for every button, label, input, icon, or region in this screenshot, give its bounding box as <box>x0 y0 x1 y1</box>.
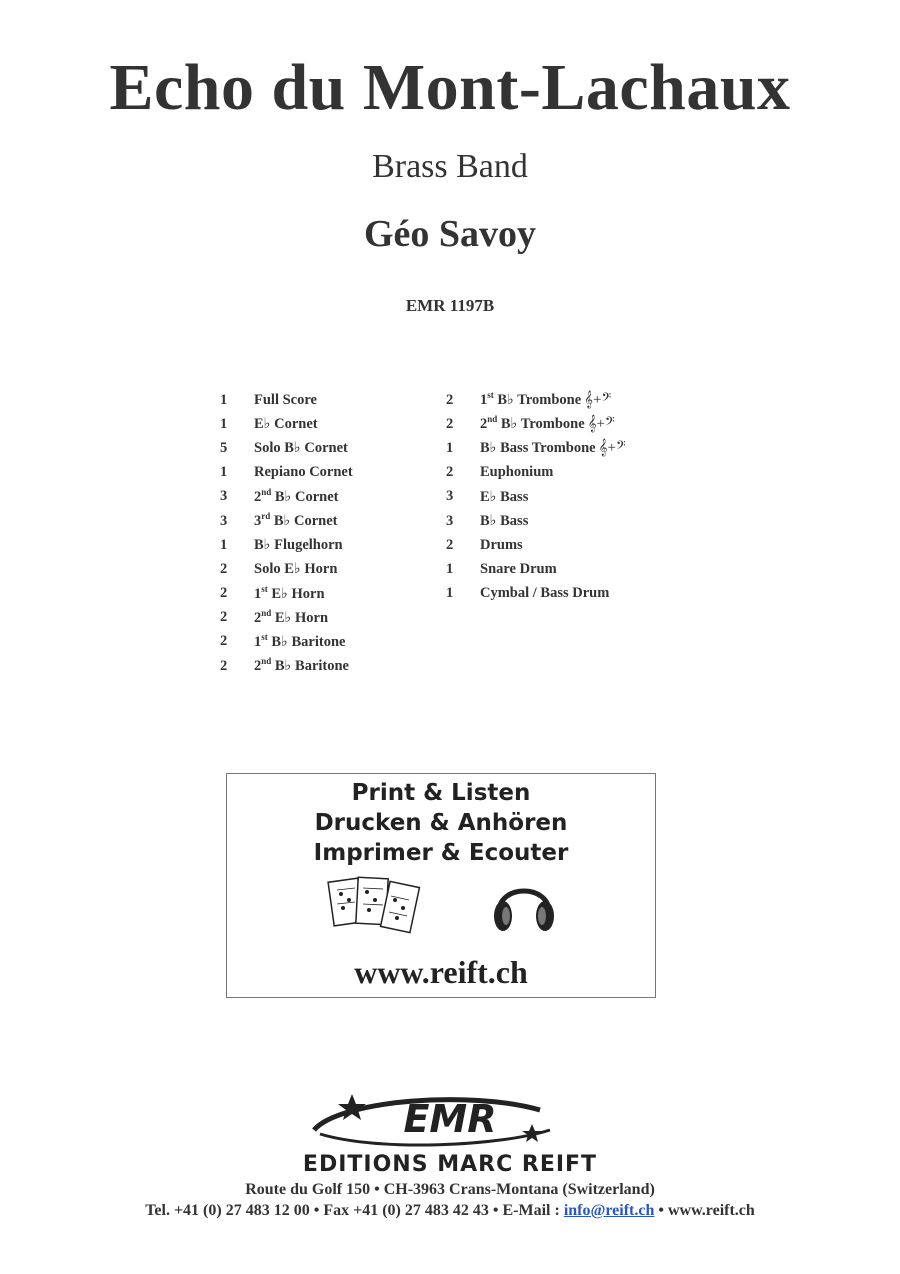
part-quantity: 2 <box>220 609 228 626</box>
part-row <box>446 582 626 606</box>
part-name <box>254 464 353 481</box>
part-ordinal: 2 <box>254 658 262 675</box>
part-instrument: B♭ Trombone <box>497 416 585 433</box>
part-instrument: E♭ Horn <box>271 609 329 626</box>
sheet-music-icon <box>327 874 422 936</box>
part-ordinal-suffix: nd <box>261 656 272 667</box>
treble-bass-clef-icon: 𝄞+𝄢 <box>598 440 626 457</box>
part-name <box>480 391 581 409</box>
parts-list-left <box>220 388 353 678</box>
email-label: E-Mail : <box>502 1202 560 1219</box>
part-row <box>446 412 626 436</box>
headphones-icon <box>489 874 559 936</box>
part-row <box>446 557 626 581</box>
part-name <box>480 585 609 602</box>
logo-text: EMR <box>403 1097 497 1141</box>
publisher-name: EDITIONS MARC REIFT <box>302 1152 598 1177</box>
part-ordinal: 1 <box>254 585 262 602</box>
part-quantity: 5 <box>220 439 228 456</box>
part-row <box>220 485 353 509</box>
part-quantity: 2 <box>220 585 228 602</box>
page-title: Echo du Mont-Lachaux <box>109 51 791 124</box>
part-row <box>446 509 626 533</box>
promo-line-french: Imprimer & Ecouter <box>313 840 569 866</box>
treble-bass-clef-icon: 𝄞+𝄢 <box>587 416 615 433</box>
publisher-address: Route du Golf 150 • CH-3963 Crans-Montana (Switzerland) <box>245 1181 655 1198</box>
part-row <box>220 582 353 606</box>
part-name <box>480 561 557 578</box>
part-quantity: 1 <box>220 536 228 553</box>
part-ordinal: 2 <box>254 488 262 505</box>
part-quantity: 2 <box>446 464 454 481</box>
part-name <box>254 415 318 433</box>
part-quantity: 1 <box>446 439 454 456</box>
parts-list-right <box>446 388 626 606</box>
part-name <box>254 585 325 603</box>
publisher-contact: Tel. +41 (0) 27 483 12 00 • Fax +41 (0) 27 483 42 43 • E-Mail : info@reift.ch • www.reift.ch <box>145 1202 755 1219</box>
part-quantity: 1 <box>446 585 454 602</box>
part-quantity: 2 <box>446 415 454 432</box>
part-name <box>480 439 596 457</box>
part-ordinal-suffix: nd <box>261 607 272 618</box>
part-name <box>254 488 339 506</box>
part-instrument: B♭ Cornet <box>270 513 338 530</box>
part-instrument: B♭ Baritone <box>267 633 346 650</box>
part-ordinal-suffix: nd <box>487 414 498 425</box>
website-link[interactable]: www.reift.ch <box>668 1202 755 1219</box>
part-row <box>446 388 626 412</box>
part-quantity: 2 <box>446 536 454 553</box>
part-name <box>480 464 553 481</box>
email-link[interactable]: info@reift.ch <box>563 1202 655 1219</box>
part-row <box>220 557 353 581</box>
part-name <box>480 415 585 433</box>
part-instrument: Repiano Cornet <box>254 464 353 481</box>
part-name <box>254 609 328 627</box>
part-name <box>254 512 338 530</box>
part-row <box>446 533 626 557</box>
part-name <box>254 439 348 457</box>
part-row <box>446 436 626 460</box>
part-row <box>446 485 626 509</box>
part-row <box>220 412 353 436</box>
part-instrument: B♭ Flugelhorn <box>254 537 343 554</box>
phone-number: Tel. +41 (0) 27 483 12 00 <box>145 1202 310 1219</box>
part-instrument: Full Score <box>254 391 317 408</box>
part-quantity: 3 <box>220 512 228 529</box>
part-instrument: Cymbal / Bass Drum <box>480 585 610 602</box>
part-instrument: Solo E♭ Horn <box>254 561 338 578</box>
part-name <box>254 633 345 651</box>
part-instrument: B♭ Cornet <box>271 488 339 505</box>
part-row <box>220 461 353 485</box>
part-instrument: B♭ Baritone <box>271 658 349 675</box>
part-instrument: B♭ Trombone <box>493 392 582 409</box>
part-quantity: 1 <box>220 391 228 408</box>
fax-number: Fax +41 (0) 27 483 42 43 <box>323 1202 489 1219</box>
ensemble-subtitle: Brass Band <box>372 148 528 185</box>
part-name <box>480 488 528 506</box>
part-instrument: Snare Drum <box>480 560 557 577</box>
catalog-number: EMR 1197B <box>405 296 495 315</box>
part-name <box>254 657 349 675</box>
part-name <box>480 512 528 530</box>
part-quantity: 3 <box>446 488 454 505</box>
part-quantity: 2 <box>220 633 228 650</box>
part-ordinal: 1 <box>480 392 488 409</box>
part-name <box>254 536 343 554</box>
part-instrument: E♭ Bass <box>480 488 529 505</box>
part-instrument: B♭ Bass Trombone <box>480 440 596 457</box>
part-row <box>220 436 353 460</box>
promo-line-english: Print & Listen <box>351 780 531 806</box>
part-ordinal: 2 <box>480 416 488 433</box>
part-row <box>220 388 353 412</box>
part-ordinal: 3 <box>254 513 262 530</box>
part-ordinal: 2 <box>254 609 262 626</box>
part-row <box>220 630 353 654</box>
part-instrument: E♭ Cornet <box>254 416 318 433</box>
part-instrument: Solo B♭ Cornet <box>254 440 348 457</box>
composer-name: Géo Savoy <box>363 213 537 255</box>
part-quantity: 1 <box>220 415 228 432</box>
part-row <box>220 606 353 630</box>
part-instrument: Euphonium <box>480 464 554 481</box>
part-ordinal: 1 <box>254 633 262 650</box>
part-row <box>220 509 353 533</box>
part-row <box>220 533 353 557</box>
part-instrument: Drums <box>480 536 523 553</box>
part-name <box>480 537 523 554</box>
part-instrument: B♭ Bass <box>480 513 529 530</box>
part-row <box>220 654 353 678</box>
part-quantity: 3 <box>220 488 228 505</box>
print-listen-box <box>226 773 656 998</box>
part-instrument: E♭ Horn <box>267 585 325 602</box>
part-ordinal-suffix: st <box>261 583 268 594</box>
part-quantity: 2 <box>220 657 228 674</box>
part-ordinal-suffix: nd <box>261 487 272 498</box>
part-name <box>254 392 317 409</box>
part-quantity: 3 <box>446 512 454 529</box>
part-quantity: 2 <box>446 391 454 408</box>
emr-logo <box>300 1090 600 1150</box>
part-quantity: 1 <box>446 560 454 577</box>
promo-line-german: Drucken & Anhören <box>314 810 568 836</box>
treble-bass-clef-icon: 𝄞+𝄢 <box>584 392 612 409</box>
part-ordinal-suffix: rd <box>261 511 271 522</box>
part-quantity: 2 <box>220 560 228 577</box>
part-ordinal-suffix: st <box>487 390 494 401</box>
part-quantity: 1 <box>220 464 228 481</box>
part-name <box>254 560 337 578</box>
promo-website[interactable]: www.reift.ch <box>354 954 528 990</box>
part-ordinal-suffix: st <box>261 632 268 643</box>
part-row <box>446 461 626 485</box>
